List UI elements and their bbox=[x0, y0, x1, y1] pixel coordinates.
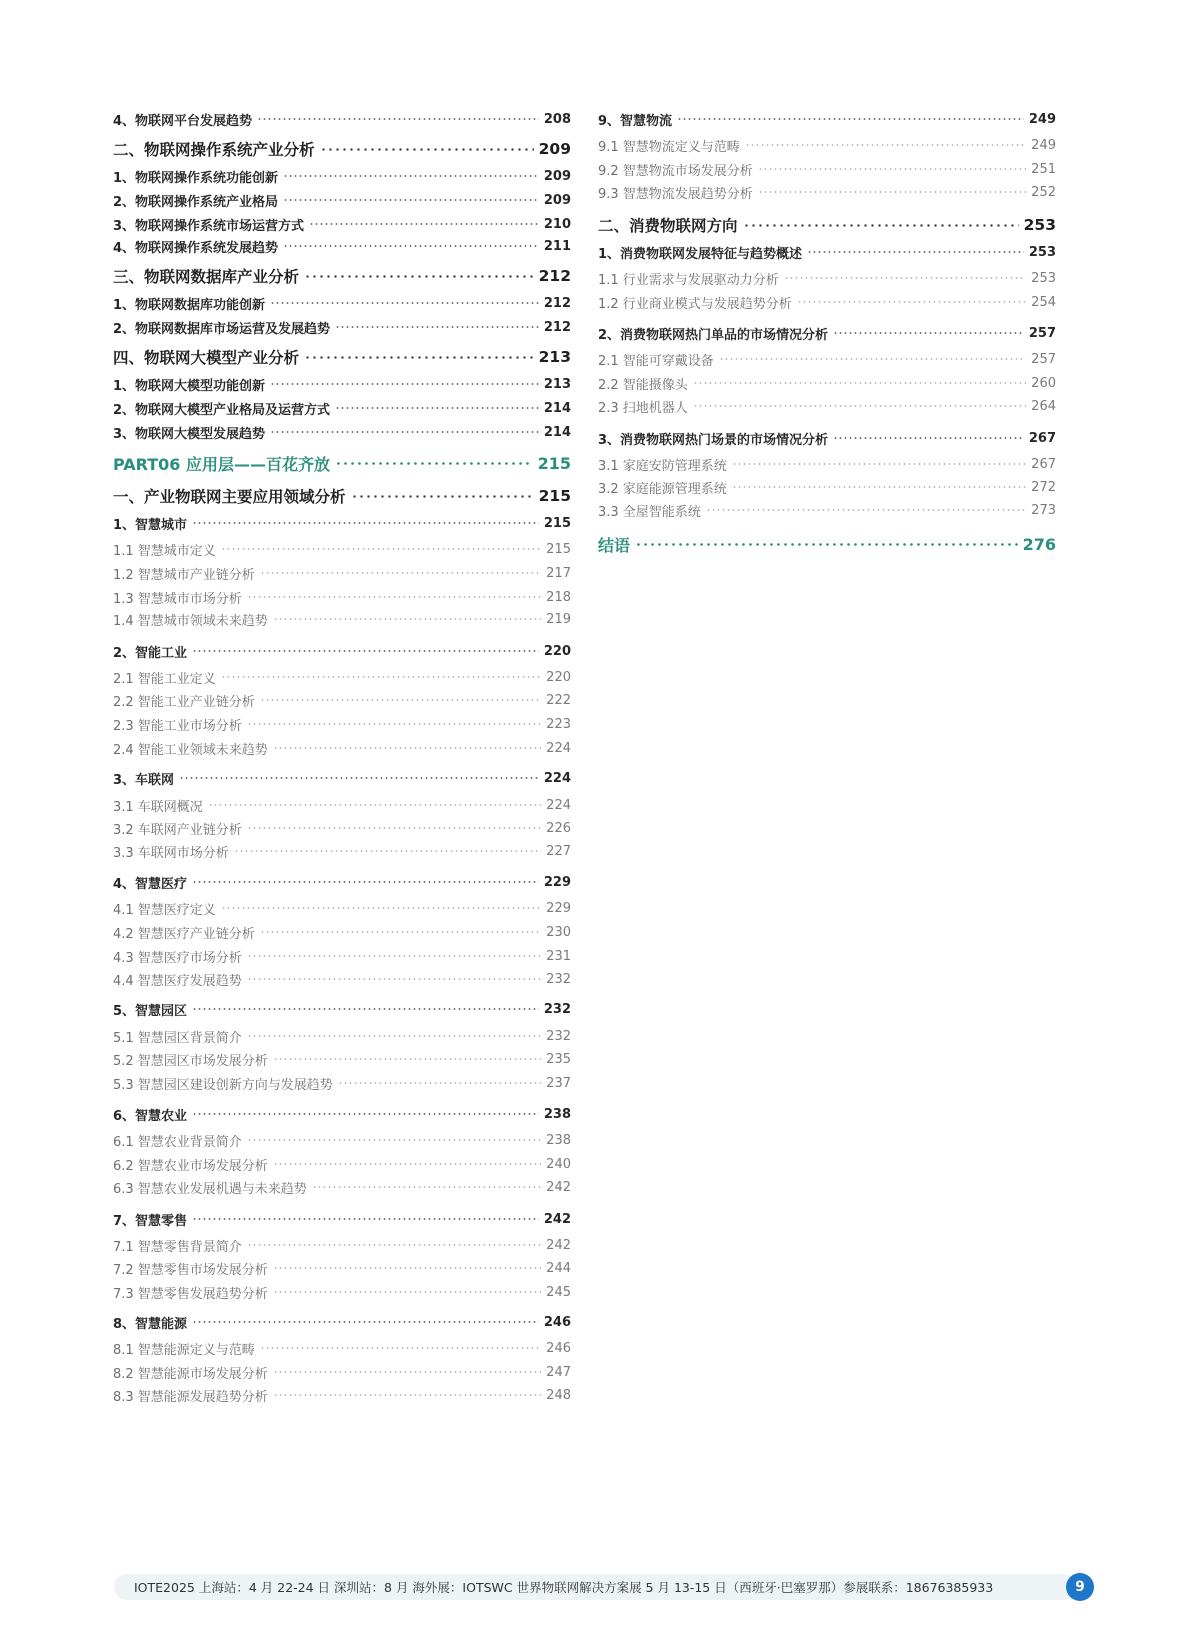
dot-leader bbox=[635, 543, 1018, 546]
toc-entry-page: 230 bbox=[546, 924, 571, 940]
toc-entry[interactable] bbox=[113, 969, 571, 989]
dot-leader bbox=[208, 804, 541, 806]
dot-leader bbox=[273, 747, 541, 749]
dot-leader bbox=[784, 277, 1026, 279]
toc-entry[interactable] bbox=[598, 373, 1056, 393]
dot-leader bbox=[693, 405, 1026, 407]
toc-entry[interactable] bbox=[113, 641, 571, 661]
toc-entry[interactable] bbox=[113, 139, 571, 159]
dot-leader bbox=[732, 463, 1026, 465]
toc-entry-title: 3.3 全屋智能系统 bbox=[598, 504, 701, 520]
toc-entry[interactable] bbox=[113, 1235, 571, 1255]
toc-entry-title: 3、车联网 bbox=[113, 772, 175, 788]
toc-entry-page: 232 bbox=[546, 971, 571, 987]
toc-entry[interactable] bbox=[598, 292, 1056, 312]
dot-leader bbox=[273, 1058, 541, 1060]
toc-entry-page: 213 bbox=[538, 348, 571, 366]
toc-entry[interactable] bbox=[113, 317, 571, 337]
toc-entry-page: 276 bbox=[1022, 534, 1056, 554]
dot-leader bbox=[247, 955, 541, 957]
toc-entry-page: 210 bbox=[543, 216, 571, 232]
toc-entry[interactable] bbox=[113, 609, 571, 629]
dot-leader bbox=[745, 144, 1026, 146]
toc-entry[interactable] bbox=[113, 1385, 571, 1405]
dot-leader bbox=[247, 596, 541, 598]
toc-entry-page: 267 bbox=[1031, 456, 1056, 472]
toc-entry[interactable] bbox=[598, 454, 1056, 474]
dot-leader bbox=[283, 199, 539, 201]
toc-entry-page: 217 bbox=[546, 565, 571, 581]
toc-entry-title: 1、物联网数据库功能创新 bbox=[113, 297, 266, 313]
dot-leader bbox=[320, 148, 534, 151]
toc-entry-page: 211 bbox=[543, 238, 571, 254]
toc-entry[interactable] bbox=[113, 999, 571, 1019]
toc-entry-title: 2、物联网数据库市场运营及发展趋势 bbox=[113, 321, 331, 337]
dot-leader bbox=[247, 1035, 541, 1037]
toc-entry[interactable] bbox=[113, 539, 571, 559]
toc-entry-page: 242 bbox=[546, 1237, 571, 1253]
dot-leader bbox=[693, 382, 1026, 384]
dot-leader bbox=[309, 223, 539, 225]
toc-entry-title: 2.3 智能工业市场分析 bbox=[113, 718, 242, 734]
toc-entry[interactable] bbox=[113, 667, 571, 687]
dot-leader bbox=[283, 245, 539, 247]
toc-entry[interactable] bbox=[113, 513, 571, 533]
dot-leader bbox=[273, 1371, 541, 1373]
toc-entry-title: 4、智慧医疗 bbox=[113, 876, 188, 892]
toc-entry-page: 235 bbox=[546, 1051, 571, 1067]
toc-entry-title: 2、消费物联网热门单品的市场情况分析 bbox=[598, 327, 829, 343]
toc-entry-title: 7.2 智慧零售市场发展分析 bbox=[113, 1262, 268, 1278]
dot-leader bbox=[260, 931, 541, 933]
dot-leader bbox=[338, 1082, 541, 1084]
toc-entry-page: 231 bbox=[546, 948, 571, 964]
toc-entry-page: 220 bbox=[543, 643, 571, 659]
toc-entry-page: 248 bbox=[546, 1387, 571, 1403]
toc-entry[interactable] bbox=[113, 841, 571, 861]
toc-entry-title: 1.2 行业商业模式与发展趋势分析 bbox=[598, 296, 792, 312]
toc-entry-page: 257 bbox=[1031, 351, 1056, 367]
toc-entry-title: 结语 bbox=[598, 535, 631, 555]
toc-entry-page: 212 bbox=[538, 267, 571, 285]
dot-leader bbox=[833, 332, 1024, 334]
toc-entry-page: 251 bbox=[1031, 161, 1056, 177]
dot-leader bbox=[260, 572, 541, 574]
footer-text: IOTE2025 上海站：4 月 22-24 日 深圳站：8 月 海外展：IOTSWC 世界物联网解决方案展 5 月 13-15 日（西班牙·巴塞罗那）参展联系：18676385933 bbox=[134, 1580, 994, 1595]
toc-entry[interactable] bbox=[113, 690, 571, 710]
toc-entry-title: 2、物联网操作系统产业格局 bbox=[113, 194, 279, 210]
toc-entry-title: 3.1 车联网概况 bbox=[113, 799, 203, 815]
toc-entry[interactable] bbox=[113, 374, 571, 394]
dot-leader bbox=[257, 118, 539, 120]
toc-entry[interactable] bbox=[113, 190, 571, 210]
dot-leader bbox=[260, 1347, 541, 1349]
toc-entry-page: 273 bbox=[1031, 502, 1056, 518]
toc-entry-title: 1.1 智慧城市定义 bbox=[113, 543, 216, 559]
toc-entry-title: 4.4 智慧医疗发展趋势 bbox=[113, 973, 242, 989]
toc-entry-title: 2.1 智能可穿戴设备 bbox=[598, 353, 714, 369]
toc-entry[interactable] bbox=[113, 453, 571, 473]
toc-entry-title: 1、物联网大模型功能创新 bbox=[113, 378, 266, 394]
toc-entry[interactable] bbox=[598, 109, 1056, 129]
toc-entry-page: 219 bbox=[546, 611, 571, 627]
dot-leader bbox=[179, 777, 539, 779]
toc-entry[interactable] bbox=[113, 1154, 571, 1174]
toc-entry-title: 四、物联网大模型产业分析 bbox=[113, 349, 300, 367]
toc-entry-page: 264 bbox=[1031, 398, 1056, 414]
toc-entry-title: 3.3 车联网市场分析 bbox=[113, 845, 229, 861]
toc-entry[interactable] bbox=[598, 268, 1056, 288]
toc-entry-page: 257 bbox=[1028, 325, 1056, 341]
toc-entry-page: 226 bbox=[546, 820, 571, 836]
toc-entry[interactable] bbox=[113, 898, 571, 918]
toc-entry[interactable] bbox=[598, 215, 1056, 235]
toc-entry[interactable] bbox=[598, 323, 1056, 343]
toc-entry-title: 2.4 智能工业领域未来趋势 bbox=[113, 742, 268, 758]
dot-leader bbox=[247, 1139, 541, 1141]
dot-leader bbox=[192, 650, 539, 652]
toc-entry-title: 8.3 智慧能源发展趋势分析 bbox=[113, 1389, 268, 1405]
toc-entry-page: 242 bbox=[543, 1211, 571, 1227]
dot-leader bbox=[743, 224, 1019, 227]
toc-entry-page: 215 bbox=[537, 453, 571, 473]
toc-entry[interactable] bbox=[598, 159, 1056, 179]
toc-entry-page: 244 bbox=[546, 1260, 571, 1276]
toc-entry[interactable] bbox=[113, 1026, 571, 1046]
toc-entry-page: 215 bbox=[543, 515, 571, 531]
toc-entry-title: 2.1 智能工业定义 bbox=[113, 671, 216, 687]
toc-entry-title: 2、物联网大模型产业格局及运营方式 bbox=[113, 402, 331, 418]
footer-banner bbox=[114, 1574, 1076, 1600]
toc-entry-title: 5、智慧园区 bbox=[113, 1003, 188, 1019]
toc-entry[interactable] bbox=[113, 1073, 571, 1093]
toc-entry[interactable] bbox=[113, 166, 571, 186]
dot-leader bbox=[270, 302, 539, 304]
toc-entry[interactable] bbox=[113, 714, 571, 734]
toc-entry-title: 三、物联网数据库产业分析 bbox=[113, 268, 300, 286]
toc-entry[interactable] bbox=[598, 428, 1056, 448]
toc-entry-page: 222 bbox=[546, 692, 571, 708]
toc-entry[interactable] bbox=[113, 922, 571, 942]
toc-entry-page: 246 bbox=[543, 1314, 571, 1330]
toc-entry-title: 1.4 智慧城市领域未来趋势 bbox=[113, 613, 268, 629]
toc-entry-title: 3、消费物联网热门场景的市场情况分析 bbox=[598, 432, 829, 448]
dot-leader bbox=[221, 548, 541, 550]
dot-leader bbox=[351, 495, 534, 498]
toc-entry-title: 1.3 智慧城市市场分析 bbox=[113, 591, 242, 607]
toc-entry-title: 2.3 扫地机器人 bbox=[598, 400, 688, 416]
toc-entry[interactable] bbox=[113, 1209, 571, 1229]
toc-entry-page: 238 bbox=[546, 1132, 571, 1148]
toc-entry-title: 9.1 智慧物流定义与范畴 bbox=[598, 139, 740, 155]
dot-leader bbox=[706, 509, 1026, 511]
toc-entry-title: 4.1 智慧医疗定义 bbox=[113, 902, 216, 918]
toc-entry-title: 1、物联网操作系统功能创新 bbox=[113, 170, 279, 186]
toc-entry-title: 3、物联网操作系统市场运营方式 bbox=[113, 218, 305, 234]
toc-entry[interactable] bbox=[113, 1282, 571, 1302]
dot-leader bbox=[807, 251, 1024, 253]
dot-leader bbox=[273, 1291, 541, 1293]
dot-leader bbox=[247, 978, 541, 980]
toc-entry-title: 5.3 智慧园区建设创新方向与发展趋势 bbox=[113, 1077, 333, 1093]
toc-entry-title: 9.2 智慧物流市场发展分析 bbox=[598, 163, 753, 179]
dot-leader bbox=[192, 1113, 539, 1115]
toc-entry[interactable] bbox=[113, 109, 571, 129]
toc-entry[interactable] bbox=[113, 293, 571, 313]
toc-entry[interactable] bbox=[113, 563, 571, 583]
toc-entry[interactable] bbox=[113, 1362, 571, 1382]
toc-entry-page: 254 bbox=[1031, 294, 1056, 310]
toc-entry[interactable] bbox=[598, 182, 1056, 202]
toc-entry-page: 209 bbox=[543, 192, 571, 208]
toc-entry-title: 7、智慧零售 bbox=[113, 1213, 188, 1229]
toc-entry-title: 1.2 智慧城市产业链分析 bbox=[113, 567, 255, 583]
toc-entry-page: 215 bbox=[538, 487, 571, 505]
toc-entry[interactable] bbox=[598, 477, 1056, 497]
toc-entry-page: 253 bbox=[1028, 244, 1056, 260]
toc-entry-title: 8.1 智慧能源定义与范畴 bbox=[113, 1342, 255, 1358]
toc-entry-page: 209 bbox=[543, 168, 571, 184]
dot-leader bbox=[283, 175, 539, 177]
toc-entry-title: 2.2 智能摄像头 bbox=[598, 377, 688, 393]
toc-entry-page: 253 bbox=[1023, 216, 1056, 234]
toc-entry-page: 252 bbox=[1031, 184, 1056, 200]
toc-entry-page: 208 bbox=[543, 111, 571, 127]
toc-entry-page: 237 bbox=[546, 1075, 571, 1091]
toc-entry-page: 242 bbox=[546, 1179, 571, 1195]
dot-leader bbox=[192, 1008, 539, 1010]
toc-entry-page: 213 bbox=[543, 376, 571, 392]
dot-leader bbox=[273, 1267, 541, 1269]
toc-entry-page: 245 bbox=[546, 1284, 571, 1300]
toc-entry-title: 2.2 智能工业产业链分析 bbox=[113, 694, 255, 710]
toc-entry-title: 9、智慧物流 bbox=[598, 113, 673, 129]
toc-entry-title: 3、物联网大模型发展趋势 bbox=[113, 426, 266, 442]
toc-entry-page: 220 bbox=[546, 669, 571, 685]
dot-leader bbox=[221, 676, 541, 678]
toc-entry-page: 229 bbox=[546, 900, 571, 916]
toc-entry-page: 218 bbox=[546, 589, 571, 605]
toc-entry-title: 7.1 智慧零售背景简介 bbox=[113, 1239, 242, 1255]
toc-entry-page: 215 bbox=[546, 541, 571, 557]
toc-entry[interactable] bbox=[113, 486, 571, 506]
toc-entry-page: 224 bbox=[546, 797, 571, 813]
toc-entry-page: 224 bbox=[546, 740, 571, 756]
dot-leader bbox=[304, 275, 534, 278]
toc-entry-page: 214 bbox=[543, 400, 571, 416]
toc-entry-title: 4、物联网操作系统发展趋势 bbox=[113, 240, 279, 256]
dot-leader bbox=[732, 486, 1026, 488]
toc-entry[interactable] bbox=[113, 266, 571, 286]
toc-entry[interactable] bbox=[113, 872, 571, 892]
toc-entry-title: 5.2 智慧园区市场发展分析 bbox=[113, 1053, 268, 1069]
dot-leader bbox=[719, 358, 1026, 360]
toc-entry[interactable] bbox=[598, 242, 1056, 262]
dot-leader bbox=[247, 723, 541, 725]
toc-entry[interactable] bbox=[113, 1130, 571, 1150]
toc-entry-page: 249 bbox=[1028, 111, 1056, 127]
toc-entry-title: 2、智能工业 bbox=[113, 645, 188, 661]
dot-leader bbox=[192, 1321, 539, 1323]
toc-entry-page: 272 bbox=[1031, 479, 1056, 495]
toc-entry-page: 224 bbox=[543, 770, 571, 786]
toc-entry-page: 232 bbox=[543, 1001, 571, 1017]
toc-entry-page: 227 bbox=[546, 843, 571, 859]
dot-leader bbox=[758, 168, 1026, 170]
toc-entry[interactable] bbox=[113, 422, 571, 442]
toc-entry[interactable] bbox=[113, 738, 571, 758]
toc-entry-page: 253 bbox=[1031, 270, 1056, 286]
toc-entry[interactable] bbox=[113, 1177, 571, 1197]
toc-entry[interactable] bbox=[113, 214, 571, 234]
toc-entry[interactable] bbox=[113, 818, 571, 838]
toc-entry[interactable] bbox=[113, 1338, 571, 1358]
toc-entry[interactable] bbox=[598, 534, 1056, 554]
toc-entry[interactable] bbox=[598, 500, 1056, 520]
toc-entry-page: 212 bbox=[543, 319, 571, 335]
toc-entry[interactable] bbox=[113, 347, 571, 367]
toc-entry-title: 9.3 智慧物流发展趋势分析 bbox=[598, 186, 753, 202]
toc-entry-page: 249 bbox=[1031, 137, 1056, 153]
toc-entry-title: 1.1 行业需求与发展驱动力分析 bbox=[598, 272, 779, 288]
toc-entry-page: 212 bbox=[543, 295, 571, 311]
toc-entry-title: 二、消费物联网方向 bbox=[598, 217, 738, 235]
toc-entry-page: 232 bbox=[546, 1028, 571, 1044]
toc-entry-title: 4.2 智慧医疗产业链分析 bbox=[113, 926, 255, 942]
toc-entry[interactable] bbox=[113, 1258, 571, 1278]
toc-entry-title: 6、智慧农业 bbox=[113, 1108, 188, 1124]
toc-entry-title: 4、物联网平台发展趋势 bbox=[113, 113, 253, 129]
toc-entry-title: 6.1 智慧农业背景简介 bbox=[113, 1134, 242, 1150]
toc-entry[interactable] bbox=[598, 135, 1056, 155]
toc-entry[interactable] bbox=[113, 236, 571, 256]
toc-entry-page: 238 bbox=[543, 1106, 571, 1122]
toc-entry-page: 240 bbox=[546, 1156, 571, 1172]
dot-leader bbox=[273, 1394, 541, 1396]
page-number-badge: 9 bbox=[1066, 1573, 1094, 1601]
toc-entry[interactable] bbox=[113, 1312, 571, 1332]
toc-entry[interactable] bbox=[598, 396, 1056, 416]
dot-leader bbox=[335, 462, 533, 465]
toc-entry-title: 1、消费物联网发展特征与趋势概述 bbox=[598, 246, 803, 262]
dot-leader bbox=[234, 850, 541, 852]
toc-entry-page: 229 bbox=[543, 874, 571, 890]
toc-entry[interactable] bbox=[113, 587, 571, 607]
toc-entry[interactable] bbox=[598, 349, 1056, 369]
toc-entry-title: 6.2 智慧农业市场发展分析 bbox=[113, 1158, 268, 1174]
dot-leader bbox=[312, 1186, 541, 1188]
toc-entry-page: 214 bbox=[543, 424, 571, 440]
toc-entry[interactable] bbox=[113, 795, 571, 815]
dot-leader bbox=[270, 383, 539, 385]
toc-entry-title: 4.3 智慧医疗市场分析 bbox=[113, 950, 242, 966]
toc-entry-title: PART06 应用层——百花齐放 bbox=[113, 454, 330, 474]
dot-leader bbox=[247, 827, 541, 829]
toc-entry-title: 一、产业物联网主要应用领域分析 bbox=[113, 488, 346, 506]
toc-entry-title: 8、智慧能源 bbox=[113, 1316, 188, 1332]
dot-leader bbox=[270, 431, 539, 433]
dot-leader bbox=[677, 118, 1024, 120]
dot-leader bbox=[273, 618, 541, 620]
dot-leader bbox=[833, 437, 1024, 439]
dot-leader bbox=[192, 522, 539, 524]
dot-leader bbox=[335, 326, 539, 328]
dot-leader bbox=[247, 1244, 541, 1246]
toc-entry-page: 247 bbox=[546, 1364, 571, 1380]
toc-entry-page: 246 bbox=[546, 1340, 571, 1356]
toc-entry-page: 223 bbox=[546, 716, 571, 732]
toc-entry-page: 209 bbox=[538, 140, 571, 158]
toc-entry[interactable] bbox=[113, 946, 571, 966]
toc-entry[interactable] bbox=[113, 768, 571, 788]
dot-leader bbox=[335, 407, 539, 409]
toc-entry-page: 267 bbox=[1028, 430, 1056, 446]
toc-entry-title: 3.1 家庭安防管理系统 bbox=[598, 458, 727, 474]
toc-entry-title: 8.2 智慧能源市场发展分析 bbox=[113, 1366, 268, 1382]
toc-entry-title: 1、智慧城市 bbox=[113, 517, 188, 533]
dot-leader bbox=[273, 1163, 541, 1165]
toc-entry-title: 3.2 车联网产业链分析 bbox=[113, 822, 242, 838]
toc-entry[interactable] bbox=[113, 398, 571, 418]
toc-entry-page: 260 bbox=[1031, 375, 1056, 391]
toc-entry-title: 6.3 智慧农业发展机遇与未来趋势 bbox=[113, 1181, 307, 1197]
toc-entry-title: 二、物联网操作系统产业分析 bbox=[113, 141, 315, 159]
dot-leader bbox=[260, 699, 541, 701]
toc-entry[interactable] bbox=[113, 1104, 571, 1124]
toc-entry-title: 3.2 家庭能源管理系统 bbox=[598, 481, 727, 497]
toc-entry[interactable] bbox=[113, 1049, 571, 1069]
dot-leader bbox=[758, 191, 1026, 193]
dot-leader bbox=[797, 301, 1026, 303]
dot-leader bbox=[192, 1218, 539, 1220]
dot-leader bbox=[192, 881, 539, 883]
dot-leader bbox=[221, 907, 541, 909]
toc-entry-title: 7.3 智慧零售发展趋势分析 bbox=[113, 1286, 268, 1302]
dot-leader bbox=[304, 356, 534, 359]
toc-entry-title: 5.1 智慧园区背景简介 bbox=[113, 1030, 242, 1046]
